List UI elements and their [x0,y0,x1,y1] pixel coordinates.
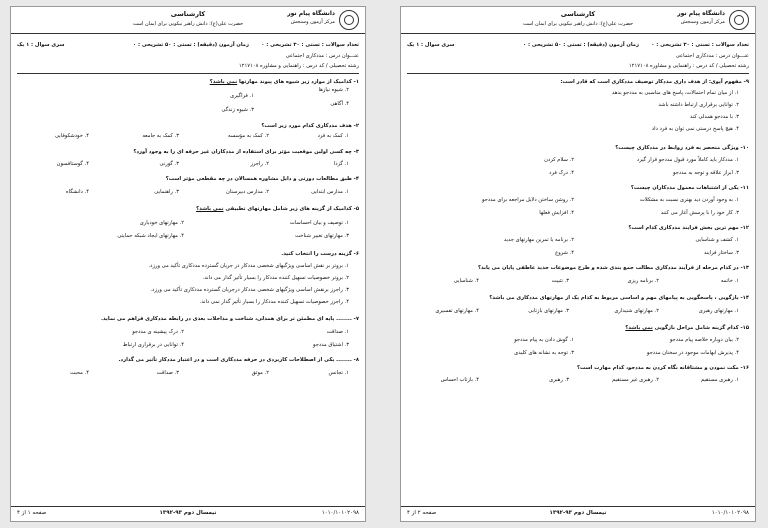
page-footer [401,506,755,521]
option[interactable]: ۳. کار خود را با پرسش آغاز می کنند [660,210,739,216]
page-header [11,7,365,34]
question: ۶- گزینه درست را انتخاب کنید. ۱. بروتر بر نقش اساسی ویژگیهای شخصی مددکار در جریان گسترده مددکاری تأکید می ورزد. ۲. بروتر خصوصیات تسهیل کننده مددکار را بسیار تأثیر گذار می داند. ۳. راجرز برنقش اساسی ویژگیهای شخصی مددکار درجریان گسترده مددکاری تأکید می ورزد. ۴. راجرز خصوصیات تسهیل کننده مددکار را بسیار تأثیر گذار نمی داند. [148,251,359,305]
option[interactable]: ۲. درک پیشینه ی مددجو [132,329,184,335]
option[interactable]: ۱. توصیف و بیان احساسات [289,220,349,226]
option[interactable]: ۳. اشتیاق مددجو [313,342,349,348]
option[interactable]: ۱. رهبری مستقیم [700,377,739,383]
option[interactable]: ۱. گوش دادن به پیام مددجو [514,337,574,343]
option[interactable]: ۲. روشن ساختن دلایل مراجعه برای مددجو [481,197,574,203]
option[interactable]: ۱. فراگیری [230,93,254,99]
course-title: عنـــوان درس : مددکاری اجتماعی [675,53,749,59]
option[interactable]: ۴. گوستافسون [56,161,89,167]
exam-page-2 [400,6,756,522]
option[interactable]: ۱. خاتمه [720,278,739,284]
option[interactable]: ۱. مدارس ابتدایی [311,189,349,195]
option[interactable]: ۳. با مددجو همدلی کند [690,114,739,120]
question: ۱۵- کدام گزینه شامل مراحل بازگویی نمی باشد؟ ۱. گوش دادن به پیام مددجو ۲. بیان دوباره خلاصه پیام مددجو ۳. توجه به نشانه های کلیدی ۴. پذیرش ابهامات موجود در سخنان مددجو [514,325,749,356]
page-header [401,7,755,34]
option[interactable]: ۴. محبت [70,370,89,376]
option[interactable]: ۱. بروتر بر نقش اساسی ویژگیهای شخصی مددکار در جریان گسترده مددکاری تأکید می ورزد. [148,263,349,269]
question: ۳- چه کسی اولین موقعیت مؤثر برای استفاده از مددکاران غیر حرفه ای را به وجود آورد؟ ۱. گزدا ۲. راجرز ۳. گورنی ۴. گوستافسون [56,149,359,167]
option[interactable]: ۴. افزایش فعلها [539,210,574,216]
option[interactable]: ۴. آگاهی [330,101,349,107]
degree-title: کارشناسی [560,10,596,18]
exam-code: ۱۰۱۰/۱۰۱۰۲۰۹۸ [711,510,749,516]
questions-area [407,79,749,505]
option[interactable]: ۲. مهارتهای شنیداری [614,308,659,314]
question: ۱۶- مکث نمودن و مشتاقانه نگاه کردن به مددجو، کدام مهارت است؟ ۱. رهبری مستقیم ۲. رهبری غیر مستقیم ۳. رهبری ۴. بازتاب احساس [440,365,749,383]
center-name: مرکز آزمون وسنجش [290,19,335,25]
questions-count: تعداد سوالات : تستی : ۳۰ تشریحی : ۰ [651,42,749,48]
hadith-line: حضرت علی(ع): دانش راهبر نیکویی برای ایمان است [132,21,244,27]
option[interactable]: ۴. مهارتهای تفسیری [435,308,479,314]
option[interactable]: ۲. بیان دوباره خلاصه پیام مددجو [669,337,739,343]
option[interactable]: ۳. مهارتهای بازتابی [528,308,569,314]
question: ۲- هدف مددکاری کدام مورد زیر است؟ ۱. کمک به فرد ۲. کمک به مؤسسه ۳. کمک به جامعه ۴. خودشکوفایی [54,123,359,139]
option[interactable]: ۳. راهنمایی [154,189,179,195]
option[interactable]: ۲. برنامه ریزی [627,278,659,284]
option[interactable]: ۴. راجرز خصوصیات تسهیل کننده مددکار را بسیار تأثیر گذار نمی داند. [199,299,349,305]
question: ۱۴- بازگویی ، پاسخگویی به پیامهای مهم و اساسی مربوط به کدام یک از مهارتهای مددکاری می باشد؟ ۱. مهارتهای رهبری ۲. مهارتهای شنیداری ۳. مهارتهای بازتابی ۴. مهارتهای تفسیری [435,295,749,314]
option[interactable]: ۳. مهارتهای تغییر شناخت [295,233,349,239]
question: ۱- کدامیک از موارد زیر شیوه های پیوند مهارتها نمی باشد؟ ۱. فراگیری ۲. شیوه نیازها ۳. شیوه زندگی ۴. آگاهی [209,79,359,113]
session: نیمسال دوم ۹۳-۱۳۹۲ [549,510,607,516]
center-name: مرکز آزمون وسنجش [680,19,725,25]
option[interactable]: ۳. صداقت [156,370,179,376]
questions-area [17,79,359,505]
series: سری سوال : ۱ یک [17,42,65,48]
question: ۸- ........ یکی از اصطلاحات کاربردی در حرفه مددکاری است و در اعتبار مددکار تأثیر می گذارد. ۱. تجانس ۲. موثق ۳. صداقت ۴. محبت [70,357,359,376]
exam-code: ۱۰۱۰/۱۰۱۰۲۰۹۸ [321,510,359,516]
option[interactable]: ۴. مهارتهای ایجاد شبکه حمایتی [117,233,184,239]
question: ۱۲- مهم ترین بخش فرایند مددکاری کدام است؟ ۱. کشف و شناسایی ۲. برنامه یا تمرین مهارتهای جدید ۳. ساختار فرایند ۴. شروع [503,225,749,256]
question: ۹- مفهوم آپوی: از هدف داری مددکار توصیف مددکاری است که قادر است: ۱. از میان تمام احتمالات، پاسخ های مناسبی به مددجو بدهد ۲. توانایی برقراری ارتباط داشته باشد ۳. با مددجو همدلی کند ۴. هیچ پاسخ درستی نمی توان به فرد داد [560,79,749,132]
option[interactable]: ۴. درک فرد [549,170,574,176]
option[interactable]: ۳. شیوه زندگی [221,107,254,113]
session: نیمسال دوم ۹۳-۱۳۹۲ [159,510,217,516]
option[interactable]: ۲. بروتر خصوصیات تسهیل کننده مددکار را بسیار تأثیر گذار می داند. [202,275,349,281]
question: ۱۳- در کدام مرحله از فرآیند مددکاری مطالب جمع بندی شده و طرح موضوعات جدید عاطفی پایان می یابد؟ ۱. خاتمه ۲. برنامه ریزی ۳. تثبیت ۴. شناسایی [453,265,749,284]
option[interactable]: ۴. بازتاب احساس [440,377,479,383]
field-code: رشته تحصیلی / کد درس : راهنمایی و مشاوره ۱۲۱۷۱۰۸ [238,63,359,69]
exam-meta [407,39,749,74]
page-number: صفحه ۱ از ۴ [17,510,47,516]
option[interactable]: ۴. دانشگاه [65,189,89,195]
option[interactable]: ۳. رهبری [549,377,569,383]
option[interactable]: ۴. شروع [555,250,574,256]
option[interactable]: ۱. کشف و شناسایی [695,237,739,243]
option[interactable]: ۲. برنامه یا تمرین مهارتهای جدید [503,237,574,243]
option[interactable]: ۲. کمک به مؤسسه [228,133,269,139]
option[interactable]: ۱. مهارتهای رهبری [698,308,739,314]
field-code: رشته تحصیلی / کد درس : راهنمایی و مشاوره ۱۲۱۷۱۰۸ [628,63,749,69]
option[interactable]: ۲. رهبری غیر مستقیم [612,377,659,383]
option[interactable]: ۳. ابراز علاقه و توجه به مددجو [672,170,739,176]
option[interactable]: ۲. راجرز [250,161,269,167]
exam-meta [17,39,359,74]
option[interactable]: ۲. مهارتهای خودیاری [139,220,184,226]
course-title: عنـــوان درس : مددکاری اجتماعی [285,53,359,59]
option[interactable]: ۴. خودشکوفایی [54,133,89,139]
option[interactable]: ۳. توجه به نشانه های کلیدی [514,350,574,356]
option[interactable]: ۲. سلام کردن [544,157,574,163]
option[interactable]: ۲. موثق [251,370,269,376]
option[interactable]: ۳. تثبیت [551,278,569,284]
option[interactable]: ۱. گزدا [333,161,349,167]
option[interactable]: ۴. پذیرش ابهامات موجود در سخنان مددجو [646,350,739,356]
option[interactable]: ۲. توانایی برقراری ارتباط داشته باشد [658,102,739,108]
option[interactable]: ۲. شیوه نیازها [318,87,349,93]
exam-page-1 [10,6,366,522]
option[interactable]: ۴. توانایی در برقراری ارتباط [122,342,184,348]
option[interactable]: ۱. به وجود آوردن دید بهتری نسبت به مشکلات [639,197,739,203]
option[interactable]: ۳. ساختار فرایند [703,250,739,256]
option[interactable]: ۳. گورنی [159,161,179,167]
option[interactable]: ۱. از میان تمام احتمالات، پاسخ های مناسبی به مددجو بدهد [612,90,739,96]
option[interactable]: ۱. صداقت [326,329,349,335]
question: ۱۱- یکی از اشتباهات معمول مددکاران چیست؟ ۱. به وجود آوردن دید بهتری نسبت به مشکلات ۲. روشن ساختن دلایل مراجعه برای مددجو ۳. کار خود را با پرسش آغاز می کنند ۴. افزایش فعلها [481,185,749,216]
option[interactable]: ۱. کمک به فرد [317,133,349,139]
question: ۱۰- ویژگی منحصر به فرد روابط در مددکاری چیست؟ ۱. مددکار باید کاملاً مورد قبول مددجو قرار گیرد ۲. سلام کردن ۳. ابراز علاقه و توجه به مددجو ۴. درک فرد [544,145,749,176]
question: ۷- ........ پایه ای مطمئن تر برای همدلی، شناخت و مداخلات بعدی در رابطه مددکاری فراهم می نماید. ۱. صداقت ۲. درک پیشینه ی مددجو ۳. اشتیاق مددجو ۴. توانایی در برقراری ارتباط [100,316,359,348]
option[interactable]: ۳. کمک به جامعه [142,133,179,139]
option[interactable]: ۲. مدارس دبیرستان [225,189,269,195]
university-name: دانشگاه پیام نور [677,10,725,17]
option[interactable]: ۱. تجانس [328,370,349,376]
option[interactable]: ۳. راجرز برنقش اساسی ویژگیهای شخصی مددکار درجریان گسترده مددکاری تأکید می ورزد. [150,287,349,293]
series: سری سوال : ۱ یک [407,42,455,48]
option[interactable]: ۴. هیچ پاسخ درستی نمی توان به فرد داد [651,126,739,132]
option[interactable]: ۴. شناسایی [453,278,479,284]
question: ۴- طبق مطالعات دورتی و دایل مشاوره همسالان در چه مقطعی مؤثر است؟ ۱. مدارس ابتدایی ۲. مدارس دبیرستان ۳. راهنمایی ۴. دانشگاه [65,176,359,195]
page-number: صفحه ۲ از ۴ [407,510,437,516]
question: ۵- کدامیک از گزینه های زیر شامل مهارتهای تطبیقی نمی باشد؟ ۱. توصیف و بیان احساسات ۲. مهارتهای خودیاری ۳. مهارتهای تغییر شناخت ۴. مهارتهای ایجاد شبکه حمایتی [117,206,359,239]
questions-count: تعداد سوالات : تستی : ۳۰ تشریحی : ۰ [261,42,359,48]
page-footer [11,506,365,521]
hadith-line: حضرت علی(ع): دانش راهبر نیکویی برای ایمان است [522,21,634,27]
exam-time: زمان آزمون (دقیقه) : تستی : ۵۰ تشریحی : ۰ [132,42,249,48]
university-name: دانشگاه پیام نور [287,10,335,17]
option[interactable]: ۱. مددکار باید کاملاً مورد قبول مددجو قرار گیرد [636,157,739,163]
degree-title: کارشناسی [170,10,206,18]
exam-time: زمان آزمون (دقیقه) : تستی : ۵۰ تشریحی : ۰ [522,42,639,48]
